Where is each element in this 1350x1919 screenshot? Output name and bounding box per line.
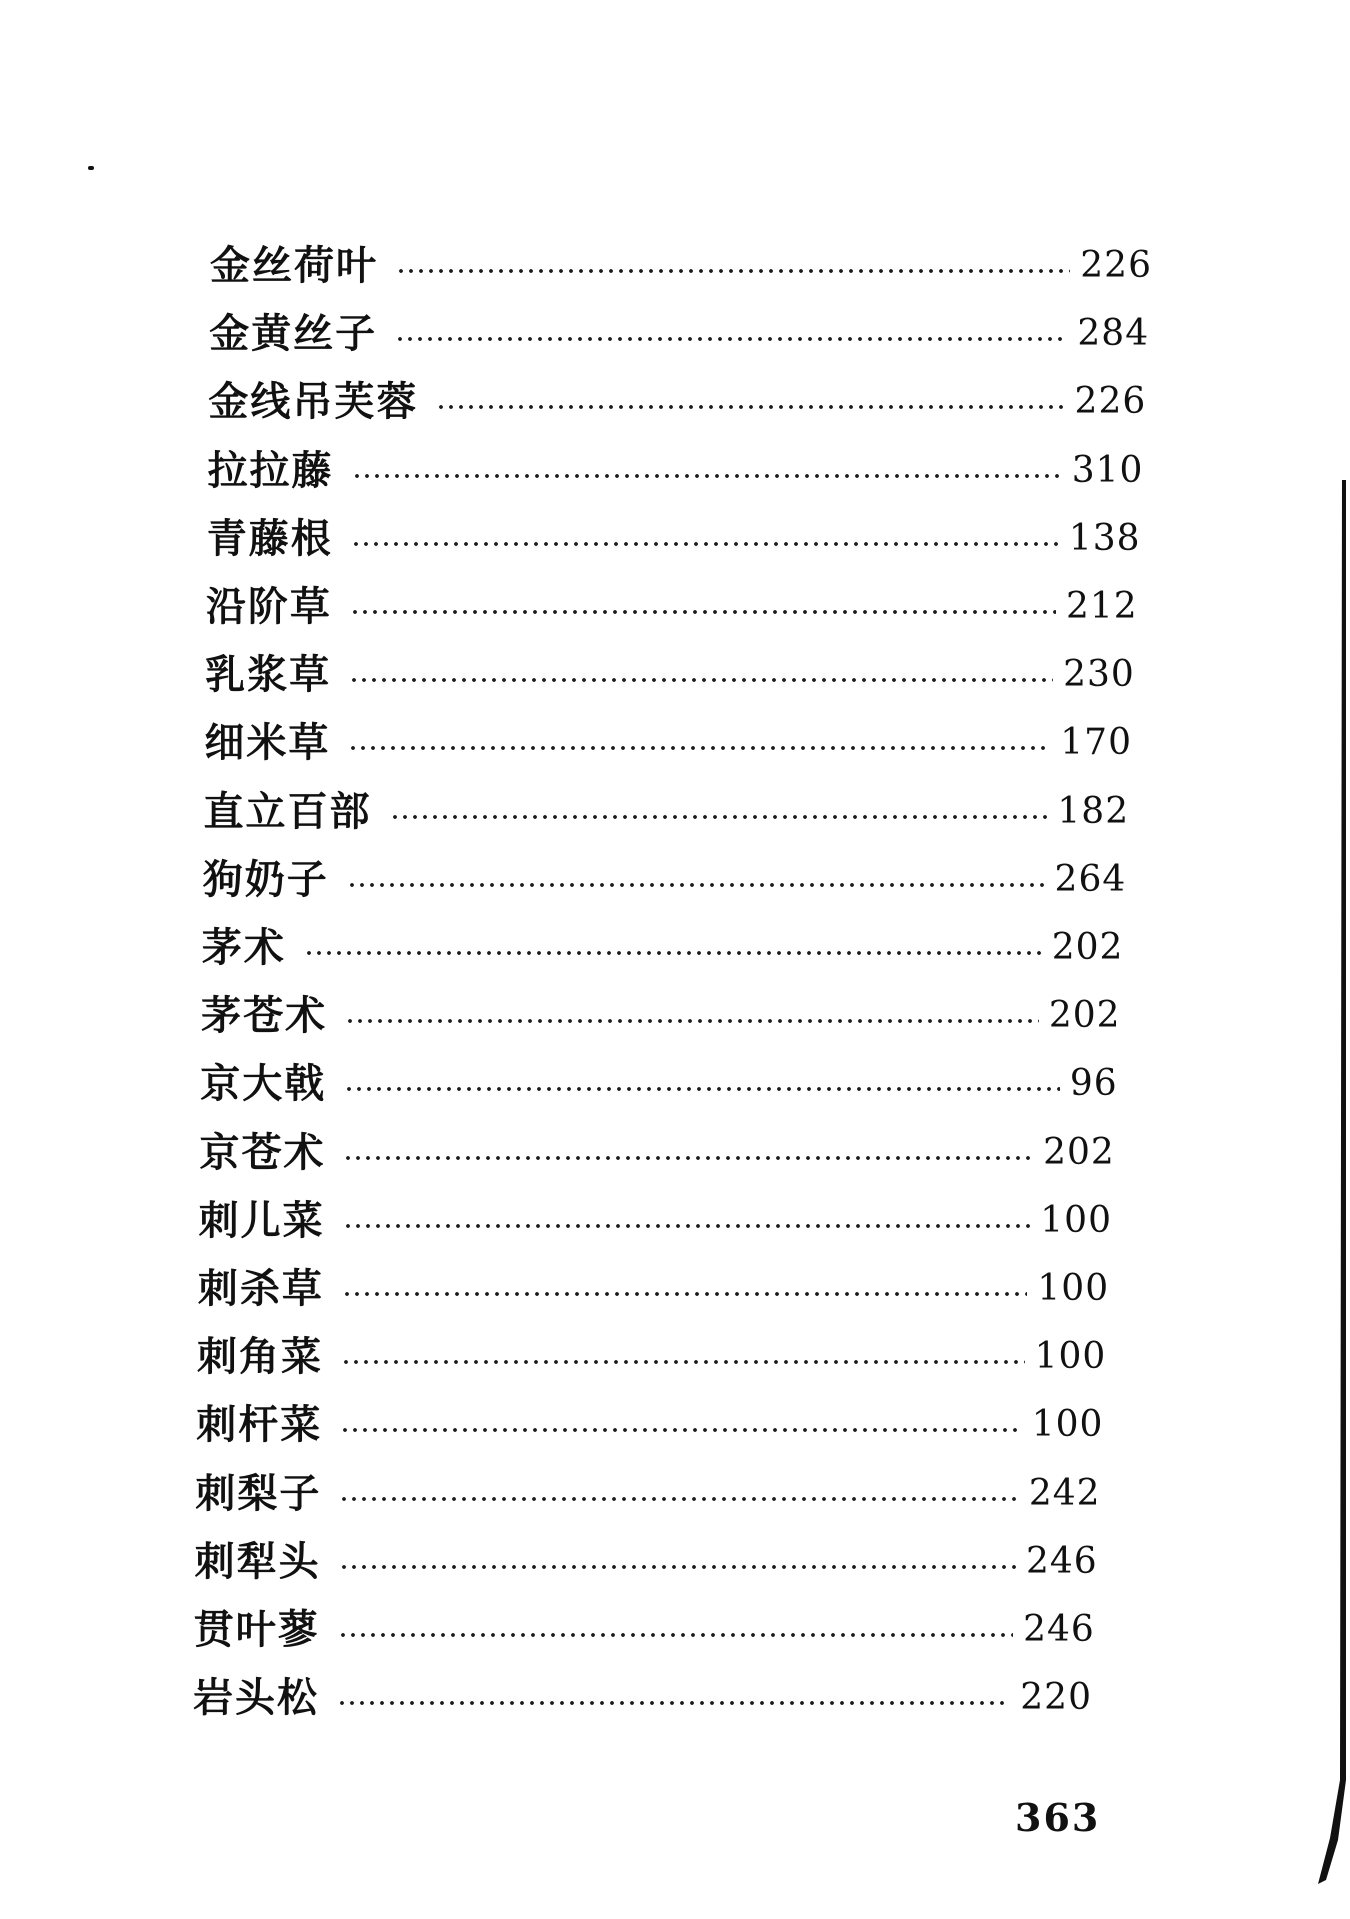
dot-leader — [396, 268, 1070, 274]
index-entry — [199, 1191, 1112, 1251]
entry-page-number: 202 — [1048, 995, 1121, 1037]
index-entry — [193, 1668, 1092, 1728]
entry-page-number: 246 — [1025, 1540, 1098, 1582]
index-entry — [196, 1395, 1103, 1455]
index-entry — [210, 236, 1152, 296]
entry-page-number: 138 — [1068, 517, 1141, 559]
entry-page-number: 284 — [1077, 313, 1150, 355]
entry-page-number: 96 — [1069, 1063, 1118, 1105]
dot-leader — [395, 336, 1067, 342]
index-entry — [195, 1532, 1098, 1592]
entry-page-number: 226 — [1080, 245, 1152, 286]
index-entry — [204, 782, 1130, 842]
entry-page-number: 100 — [1031, 1404, 1104, 1446]
entry-term: 乳浆草 — [205, 652, 332, 699]
entry-term: 茅苍术 — [201, 993, 328, 1040]
index-entry — [194, 1600, 1095, 1660]
entry-term: 刺杀草 — [197, 1266, 324, 1312]
entry-term: 刺犁头 — [194, 1538, 321, 1585]
dot-leader — [352, 473, 1062, 479]
index-entry — [205, 645, 1135, 705]
entry-term: 岩头松 — [193, 1675, 319, 1722]
entry-page-number: 182 — [1057, 790, 1130, 832]
index-entry — [204, 713, 1132, 773]
entry-term: 刺角菜 — [197, 1334, 324, 1381]
entry-term: 拉拉藤 — [207, 447, 334, 494]
dot-leader — [338, 1632, 1013, 1638]
dot-leader — [348, 745, 1050, 751]
dot-leader — [351, 541, 1059, 547]
entry-term: 茅术 — [201, 925, 286, 971]
index-entry — [209, 304, 1149, 364]
dot-leader — [436, 404, 1064, 410]
entry-page-number: 246 — [1023, 1609, 1095, 1650]
dot-leader — [339, 1564, 1016, 1570]
entry-page-number: 100 — [1040, 1199, 1112, 1241]
entry-page-number: 264 — [1054, 858, 1127, 900]
dot-leader — [344, 1086, 1060, 1092]
index-entry — [197, 1327, 1106, 1387]
index-entry — [202, 918, 1124, 978]
index-entry — [207, 509, 1141, 569]
dot-leader — [347, 882, 1045, 888]
index-entry — [195, 1464, 1100, 1524]
entry-page-number: 226 — [1074, 381, 1147, 423]
index-entry — [201, 986, 1120, 1046]
entry-page-number: 212 — [1065, 586, 1138, 627]
entry-term: 直立百部 — [203, 788, 372, 835]
entry-term: 京苍术 — [199, 1129, 326, 1176]
index-entry — [203, 850, 1127, 910]
entry-page-number: 170 — [1060, 722, 1132, 764]
dot-leader — [390, 814, 1048, 820]
dot-leader — [349, 677, 1053, 683]
dot-leader — [343, 1223, 1031, 1229]
entry-term: 金线吊芙蓉 — [208, 379, 419, 426]
dot-leader — [304, 950, 1042, 956]
index-entry — [208, 372, 1146, 432]
dot-leader — [337, 1700, 1010, 1706]
entry-page-number: 220 — [1020, 1677, 1092, 1719]
index-entry — [200, 1054, 1117, 1114]
entry-page-number: 202 — [1051, 927, 1124, 968]
entry-term: 京大戟 — [200, 1061, 327, 1108]
entry-term: 狗奶子 — [202, 856, 329, 903]
index-entry — [199, 1123, 1114, 1183]
entry-term: 青藤根 — [206, 515, 333, 562]
dot-leader — [343, 1155, 1033, 1161]
entry-term: 刺杆菜 — [196, 1402, 323, 1449]
entry-page-number: 100 — [1034, 1336, 1107, 1378]
dot-leader — [339, 1496, 1018, 1502]
entry-term: 沿阶草 — [205, 584, 332, 630]
dot-leader — [342, 1291, 1028, 1297]
dot-leader — [345, 1018, 1039, 1024]
dot-leader — [350, 609, 1056, 615]
entry-page-number: 310 — [1071, 449, 1144, 491]
entry-term: 刺儿菜 — [198, 1197, 325, 1244]
index-entry — [198, 1259, 1109, 1319]
page-number: 363 — [1015, 1795, 1101, 1840]
entry-term: 贯叶蓼 — [193, 1607, 320, 1653]
dot-leader — [341, 1359, 1025, 1365]
index-entry — [208, 441, 1144, 501]
entry-page-number: 242 — [1028, 1472, 1101, 1514]
dot-leader — [340, 1427, 1021, 1433]
entry-page-number: 100 — [1037, 1268, 1110, 1309]
entry-term: 刺梨子 — [195, 1470, 322, 1517]
entry-page-number: 202 — [1043, 1131, 1115, 1173]
entry-term: 细米草 — [204, 720, 331, 767]
entry-term: 金丝荷叶 — [210, 243, 378, 289]
entry-term: 金黄丝子 — [209, 311, 378, 358]
index-entry — [206, 577, 1138, 637]
entry-page-number: 230 — [1063, 654, 1135, 696]
